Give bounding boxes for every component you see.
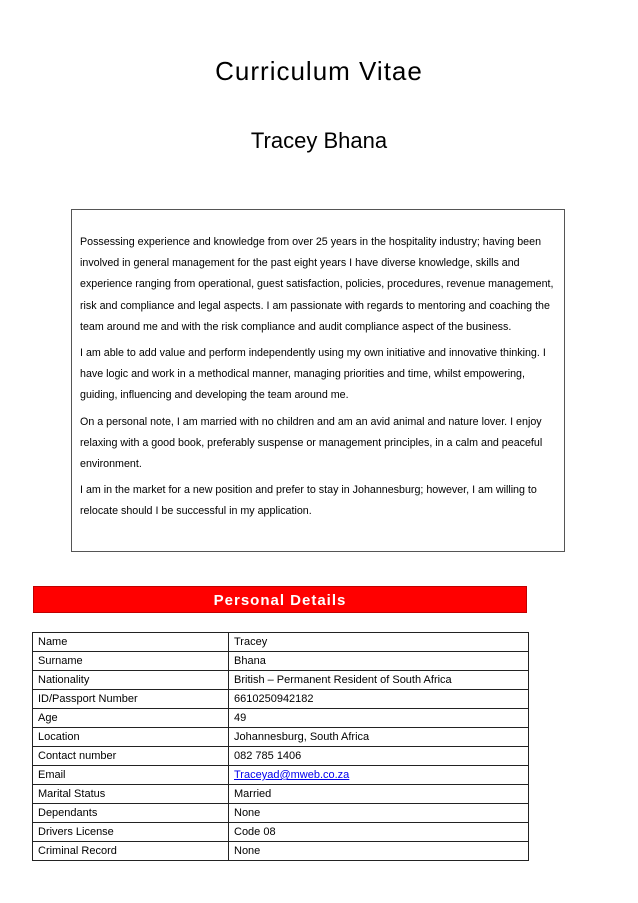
detail-value: None bbox=[229, 804, 529, 823]
table-row bbox=[33, 747, 529, 766]
detail-label: Dependants bbox=[33, 804, 229, 823]
detail-label: Marital Status bbox=[33, 785, 229, 804]
table-row bbox=[33, 633, 529, 652]
detail-value: Bhana bbox=[229, 652, 529, 671]
table-row bbox=[33, 671, 529, 690]
detail-value: Code 08 bbox=[229, 823, 529, 842]
detail-value bbox=[229, 766, 529, 785]
table-row bbox=[33, 842, 529, 861]
table-row bbox=[33, 823, 529, 842]
detail-label: ID/Passport Number bbox=[33, 690, 229, 709]
detail-label: Surname bbox=[33, 652, 229, 671]
summary-paragraph: I am in the market for a new position and prefer to stay in Johannesburg; however, I am willing to relocate should I be successful in my application. bbox=[80, 484, 537, 518]
detail-value: British – Permanent Resident of South Africa bbox=[229, 671, 529, 690]
email-link[interactable]: Traceyad@mweb.co.za bbox=[234, 769, 350, 781]
detail-label: Email bbox=[33, 766, 229, 785]
table-row bbox=[33, 690, 529, 709]
detail-label: Location bbox=[33, 728, 229, 747]
detail-value: 6610250942182 bbox=[229, 690, 529, 709]
detail-value: 49 bbox=[229, 709, 529, 728]
table-row bbox=[33, 652, 529, 671]
summary-paragraph: Possessing experience and knowledge from over 25 years in the hospitality industry; having been involved in general management for the past eight years I have diverse knowledge, skills and experience ranging from operational, guest satisfaction, policies, procedures, revenue management, risk and compliance and legal aspects. I am passionate with regards to mentoring and coaching the team around me and with the risk compliance and audit compliance aspect of the business. bbox=[80, 236, 554, 333]
detail-value: None bbox=[229, 842, 529, 861]
table-row bbox=[33, 785, 529, 804]
detail-label: Nationality bbox=[33, 671, 229, 690]
candidate-name: Tracey Bhana bbox=[250, 128, 388, 153]
detail-label: Contact number bbox=[33, 747, 229, 766]
detail-value: 082 785 1406 bbox=[229, 747, 529, 766]
table-row bbox=[33, 728, 529, 747]
detail-label: Drivers License bbox=[33, 823, 229, 842]
detail-label: Name bbox=[33, 633, 229, 652]
detail-label: Age bbox=[33, 709, 229, 728]
detail-label: Criminal Record bbox=[33, 842, 229, 861]
summary-box bbox=[71, 209, 565, 552]
summary-paragraph: I am able to add value and perform independently using my own initiative and innovative thinking. I have logic and work in a methodical manner, managing priorities and time, whilst empowering, guiding, influencing and developing the team around me. bbox=[80, 347, 546, 402]
detail-value: Married bbox=[229, 785, 529, 804]
table-row bbox=[33, 709, 529, 728]
personal-details-heading: Personal Details bbox=[33, 586, 527, 613]
detail-value: Tracey bbox=[229, 633, 529, 652]
table-row bbox=[33, 766, 529, 785]
document-title: Curriculum Vitae bbox=[215, 56, 423, 86]
personal-details-table bbox=[32, 632, 529, 861]
table-row bbox=[33, 804, 529, 823]
summary-paragraph: On a personal note, I am married with no children and am an avid animal and nature lover. I enjoy relaxing with a good book, preferably suspense or management principles, in a calm and peaceful environment. bbox=[80, 415, 543, 471]
detail-value: Johannesburg, South Africa bbox=[229, 728, 529, 747]
